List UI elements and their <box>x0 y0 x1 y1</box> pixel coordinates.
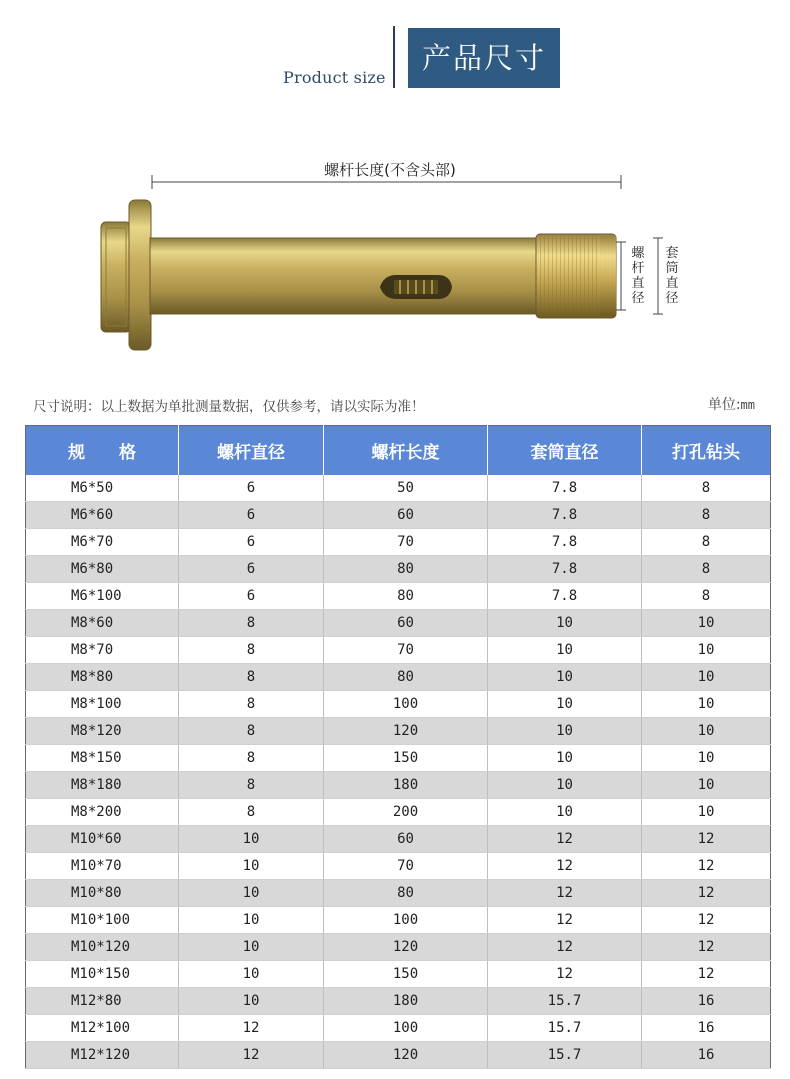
table-row <box>26 772 771 799</box>
cell-bolt-length: 120 <box>324 718 488 745</box>
cell-sleeve-diameter: 10 <box>488 691 642 718</box>
cell-spec: M10*120 <box>26 934 179 961</box>
table-row <box>26 637 771 664</box>
cell-sleeve-diameter: 7.8 <box>488 502 642 529</box>
cell-bolt-length: 80 <box>324 583 488 610</box>
cell-bolt-length: 100 <box>324 1015 488 1042</box>
cell-bolt-diameter: 10 <box>179 826 324 853</box>
cell-sleeve-diameter: 10 <box>488 772 642 799</box>
table-row <box>26 556 771 583</box>
header-spec: 规 格 <box>26 426 179 476</box>
cell-bolt-diameter: 6 <box>179 502 324 529</box>
cell-sleeve-diameter: 12 <box>488 934 642 961</box>
cell-spec: M8*70 <box>26 637 179 664</box>
cell-spec: M10*60 <box>26 826 179 853</box>
cell-spec: M8*80 <box>26 664 179 691</box>
table-row <box>26 1042 771 1069</box>
table-row <box>26 583 771 610</box>
cell-bolt-diameter: 8 <box>179 664 324 691</box>
cell-bolt-diameter: 10 <box>179 988 324 1015</box>
cell-spec: M12*120 <box>26 1042 179 1069</box>
header-bolt-length: 螺杆长度 <box>324 426 488 476</box>
cell-spec: M10*70 <box>26 853 179 880</box>
cell-drill-bit: 12 <box>642 826 771 853</box>
cell-sleeve-diameter: 7.8 <box>488 529 642 556</box>
cell-drill-bit: 10 <box>642 718 771 745</box>
unit-label <box>708 394 755 414</box>
cell-bolt-length: 60 <box>324 826 488 853</box>
table-row <box>26 502 771 529</box>
cell-bolt-length: 150 <box>324 745 488 772</box>
cell-drill-bit: 8 <box>642 502 771 529</box>
bolt-diameter-char-2: 杆 <box>631 261 645 276</box>
cell-sleeve-diameter: 7.8 <box>488 556 642 583</box>
table-row <box>26 799 771 826</box>
cell-bolt-diameter: 6 <box>179 556 324 583</box>
cell-drill-bit: 12 <box>642 907 771 934</box>
cell-sleeve-diameter: 15.7 <box>488 1015 642 1042</box>
cell-spec: M8*100 <box>26 691 179 718</box>
sleeve-diameter-char-4: 径 <box>665 291 679 306</box>
sleeve-diameter-char-3: 直 <box>665 276 679 291</box>
cell-bolt-diameter: 8 <box>179 610 324 637</box>
cell-bolt-length: 120 <box>324 1042 488 1069</box>
cell-spec: M6*50 <box>26 475 179 502</box>
cell-bolt-length: 150 <box>324 961 488 988</box>
cell-bolt-length: 70 <box>324 853 488 880</box>
cell-spec: M8*180 <box>26 772 179 799</box>
cell-spec: M8*120 <box>26 718 179 745</box>
cell-drill-bit: 10 <box>642 637 771 664</box>
anchor-bolt-diagram <box>0 150 790 360</box>
header-sleeve-diameter: 套筒直径 <box>488 426 642 476</box>
table-row <box>26 610 771 637</box>
product-size-subtitle: Product size <box>283 68 386 87</box>
cell-bolt-diameter: 8 <box>179 637 324 664</box>
cell-bolt-diameter: 12 <box>179 1015 324 1042</box>
cell-bolt-length: 60 <box>324 502 488 529</box>
cell-bolt-length: 60 <box>324 610 488 637</box>
cell-bolt-diameter: 10 <box>179 907 324 934</box>
cell-spec: M10*100 <box>26 907 179 934</box>
cell-spec: M10*150 <box>26 961 179 988</box>
cell-sleeve-diameter: 12 <box>488 880 642 907</box>
cell-drill-bit: 16 <box>642 1042 771 1069</box>
table-row <box>26 907 771 934</box>
cell-sleeve-diameter: 15.7 <box>488 1042 642 1069</box>
cell-drill-bit: 16 <box>642 988 771 1015</box>
cell-bolt-length: 70 <box>324 529 488 556</box>
cell-drill-bit: 12 <box>642 853 771 880</box>
bolt-diameter-char-3: 直 <box>631 276 645 291</box>
cell-drill-bit: 12 <box>642 880 771 907</box>
cell-bolt-length: 80 <box>324 664 488 691</box>
cell-sleeve-diameter: 12 <box>488 907 642 934</box>
table-row <box>26 718 771 745</box>
cell-spec: M8*150 <box>26 745 179 772</box>
table-row <box>26 664 771 691</box>
cell-spec: M6*100 <box>26 583 179 610</box>
cell-bolt-diameter: 6 <box>179 475 324 502</box>
table-row <box>26 691 771 718</box>
cell-bolt-length: 120 <box>324 934 488 961</box>
bolt-diameter-label <box>630 246 646 306</box>
cell-spec: M12*100 <box>26 1015 179 1042</box>
table-row <box>26 529 771 556</box>
cell-spec: M8*60 <box>26 610 179 637</box>
table-row <box>26 826 771 853</box>
cell-drill-bit: 10 <box>642 745 771 772</box>
cell-drill-bit: 10 <box>642 772 771 799</box>
table-row <box>26 934 771 961</box>
cell-drill-bit: 12 <box>642 961 771 988</box>
cell-bolt-diameter: 10 <box>179 853 324 880</box>
cell-bolt-length: 180 <box>324 772 488 799</box>
cell-sleeve-diameter: 10 <box>488 637 642 664</box>
cell-sleeve-diameter: 15.7 <box>488 988 642 1015</box>
cell-drill-bit: 10 <box>642 799 771 826</box>
sleeve-diameter-label <box>664 246 680 306</box>
cell-bolt-diameter: 8 <box>179 799 324 826</box>
table-header-row <box>26 426 771 476</box>
cell-spec: M6*60 <box>26 502 179 529</box>
cell-drill-bit: 10 <box>642 664 771 691</box>
cell-spec: M10*80 <box>26 880 179 907</box>
cell-bolt-diameter: 10 <box>179 961 324 988</box>
spec-table-body <box>26 475 771 1069</box>
table-row <box>26 880 771 907</box>
unit-value: mm <box>740 398 755 412</box>
cell-drill-bit: 16 <box>642 1015 771 1042</box>
cell-sleeve-diameter: 10 <box>488 799 642 826</box>
cell-sleeve-diameter: 12 <box>488 961 642 988</box>
cell-bolt-length: 80 <box>324 556 488 583</box>
table-row <box>26 988 771 1015</box>
cell-spec: M12*80 <box>26 988 179 1015</box>
table-row <box>26 853 771 880</box>
header-divider <box>393 26 395 88</box>
cell-drill-bit: 8 <box>642 583 771 610</box>
table-row <box>26 745 771 772</box>
cell-bolt-diameter: 8 <box>179 745 324 772</box>
cell-sleeve-diameter: 12 <box>488 853 642 880</box>
cell-bolt-length: 80 <box>324 880 488 907</box>
unit-prefix: 单位: <box>707 397 741 413</box>
cell-bolt-length: 70 <box>324 637 488 664</box>
cell-bolt-diameter: 6 <box>179 529 324 556</box>
cell-sleeve-diameter: 10 <box>488 718 642 745</box>
cell-sleeve-diameter: 12 <box>488 826 642 853</box>
cell-drill-bit: 10 <box>642 610 771 637</box>
cell-drill-bit: 8 <box>642 475 771 502</box>
spec-table <box>25 425 771 1069</box>
cell-sleeve-diameter: 7.8 <box>488 583 642 610</box>
cell-bolt-diameter: 12 <box>179 1042 324 1069</box>
cell-sleeve-diameter: 10 <box>488 664 642 691</box>
header-bolt-diameter: 螺杆直径 <box>179 426 324 476</box>
cell-bolt-diameter: 6 <box>179 583 324 610</box>
cell-spec: M6*70 <box>26 529 179 556</box>
cell-bolt-diameter: 10 <box>179 880 324 907</box>
cell-bolt-diameter: 8 <box>179 772 324 799</box>
bolt-length-label: 螺杆长度(不含头部) <box>324 161 456 179</box>
sleeve-diameter-char-1: 套 <box>665 246 679 261</box>
cell-bolt-length: 180 <box>324 988 488 1015</box>
cell-spec: M6*80 <box>26 556 179 583</box>
sleeve-diameter-char-2: 筒 <box>665 261 679 276</box>
cell-bolt-length: 50 <box>324 475 488 502</box>
table-row <box>26 475 771 502</box>
cell-drill-bit: 12 <box>642 934 771 961</box>
bolt-diameter-char-1: 螺 <box>631 246 645 261</box>
cell-bolt-length: 200 <box>324 799 488 826</box>
table-row <box>26 961 771 988</box>
header-drill-bit: 打孔钻头 <box>642 426 771 476</box>
table-row <box>26 1015 771 1042</box>
cell-drill-bit: 10 <box>642 691 771 718</box>
cell-spec: M8*200 <box>26 799 179 826</box>
cell-drill-bit: 8 <box>642 529 771 556</box>
measurement-note: 尺寸说明：以上数据为单批测量数据，仅供参考，请以实际为准！ <box>33 399 425 415</box>
cell-bolt-length: 100 <box>324 691 488 718</box>
cell-bolt-diameter: 8 <box>179 691 324 718</box>
bolt-diameter-char-4: 径 <box>631 291 645 306</box>
page-title: 产品尺寸 <box>408 28 560 88</box>
cell-drill-bit: 8 <box>642 556 771 583</box>
cell-sleeve-diameter: 10 <box>488 610 642 637</box>
cell-bolt-diameter: 10 <box>179 934 324 961</box>
cell-bolt-length: 100 <box>324 907 488 934</box>
cell-sleeve-diameter: 10 <box>488 745 642 772</box>
cell-bolt-diameter: 8 <box>179 718 324 745</box>
cell-sleeve-diameter: 7.8 <box>488 475 642 502</box>
